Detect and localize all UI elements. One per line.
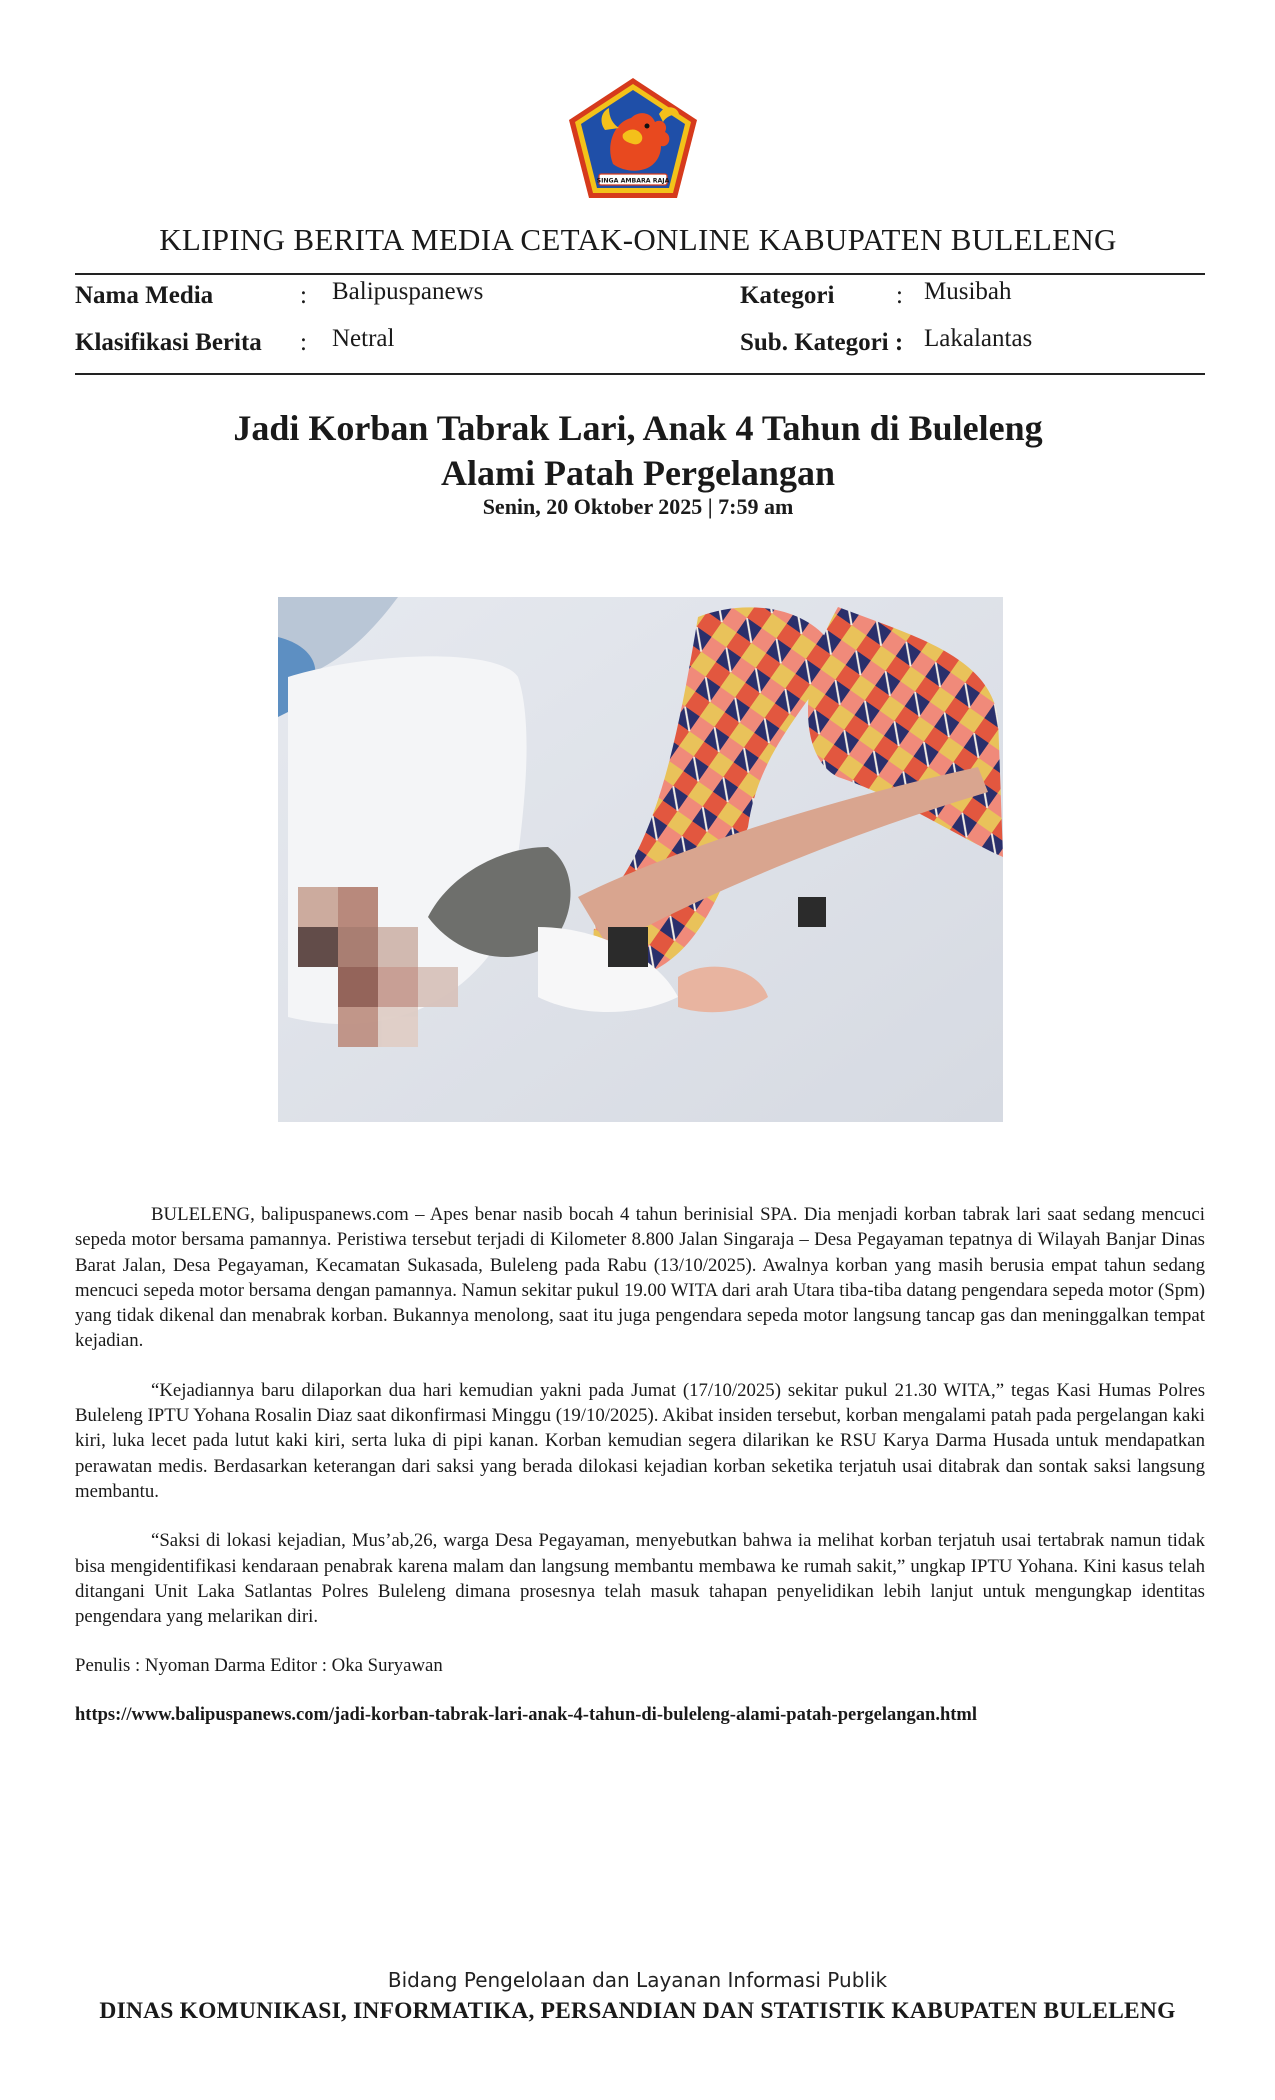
klasifikasi-colon: :: [300, 329, 307, 356]
header-divider-bottom: [75, 373, 1205, 375]
source-url-link[interactable]: https://www.balipuspanews.com/jadi-korban-tabrak-lari-anak-4-tahun-di-buleleng-alami-patah-pergelangan.html: [75, 1705, 977, 1725]
kategori-label: Kategori: [740, 282, 835, 309]
klasifikasi-label: Klasifikasi Berita: [75, 329, 262, 356]
footer-title: DINAS KOMUNIKASI, INFORMATIKA, PERSANDIAN DAN STATISTIK KABUPATEN BULELENG: [99, 1998, 1176, 2024]
header-divider-top: [75, 273, 1205, 275]
article-photo-icon: [278, 597, 1003, 1122]
article-dateline: Senin, 20 Oktober 2025 | 7:59 am: [482, 494, 794, 519]
article-paragraph-2: “Kejadiannya baru dilaporkan dua hari kemudian yakni pada Jumat (17/10/2025) sekitar pukul 21.30 WITA,” tegas Kasi Humas Polres Buleleng IPTU Yohana Rosalin Diaz saat dikonfirmasi Minggu (19/10/2025). Akibat insiden tersebut, korban mengalami patah pada pergelangan kaki kiri, luka lecet pada lutut kaki kiri, serta luka di pipi kanan. Korban kemudian segera dilarikan ke RSU Karya Darma Husada untuk mendapatkan perawatan medis. Berdasarkan keterangan dari saksi yang berada dilokasi kejadian korban seketika terjatuh usai ditabrak dan sontak saksi langsung membantu.: [75, 1379, 1205, 1502]
article-byline: Penulis : Nyoman Darma Editor : Oka Suryawan: [75, 1655, 443, 1676]
sub-kategori-value: Lakalantas: [924, 325, 1033, 352]
klasifikasi-value: Netral: [332, 325, 395, 352]
logo-ribbon-text: SINGA AMBARA RAJA: [596, 177, 670, 185]
document-title: KLIPING BERITA MEDIA CETAK-ONLINE KABUPATEN BULELENG: [159, 222, 1117, 257]
nama-media-colon: :: [300, 282, 307, 309]
singa-ambara-raja-logo-icon: [565, 74, 701, 202]
article-body: [75, 1202, 1205, 1653]
sub-kategori-label: Sub. Kategori :: [740, 329, 904, 356]
article-headline: [76, 406, 1200, 496]
article-paragraph-1: BULELENG, balipuspanews.com – Apes benar nasib bocah 4 tahun berinisial SPA. Dia menjadi korban tabrak lari saat sedang mencuci sepeda motor bersama pamannya. Peristiwa tersebut terjadi di Kilometer 8.800 Jalan Singaraja – Desa Pegayaman tepatnya di Wilayah Banjar Dinas Barat Jalan, Desa Pegayaman, Kecamatan Sukasada, Buleleng pada Rabu (13/10/2025). Awalnya korban yang masih berusia empat tahun sedang mencuci sepeda motor bersama dengan pamannya. Namun sekitar pukul 19.00 WITA dari arah Utara tiba-tiba datang pengendara sepeda motor (Spm) yang tidak dikenal dan menabrak korban. Bukannya menolong, saat itu juga pengendara sepeda motor langsung tancap gas dan meninggalkan tempat kejadian.: [75, 1204, 1205, 1352]
nama-media-value: Balipuspanews: [332, 278, 484, 305]
article-paragraph-3: “Saksi di lokasi kejadian, Mus’ab,26, warga Desa Pegayaman, menyebutkan bahwa ia melihat korban terjatuh usai tertabrak namun tidak bisa mengidentifikasi kendaraan penabrak karena malam dan langsung membantu membawa ke rumah sakit,” ungkap IPTU Yohana. Kini kasus telah ditangani Unit Laka Satlantas Polres Buleleng dimana prosesnya telah masuk tahapan penyelidikan lebih lanjut untuk mengungkap identitas pengendara yang melarikan diri.: [75, 1530, 1205, 1628]
headline-line-1: Jadi Korban Tabrak Lari, Anak 4 Tahun di Buleleng: [233, 408, 1043, 448]
nama-media-label: Nama Media: [75, 282, 214, 309]
footer-subtitle: Bidang Pengelolaan dan Layanan Informasi Publik: [387, 1968, 888, 1992]
kategori-value: Musibah: [924, 278, 1012, 305]
kategori-colon: :: [896, 282, 903, 309]
headline-line-2: Alami Patah Pergelangan: [441, 453, 835, 493]
